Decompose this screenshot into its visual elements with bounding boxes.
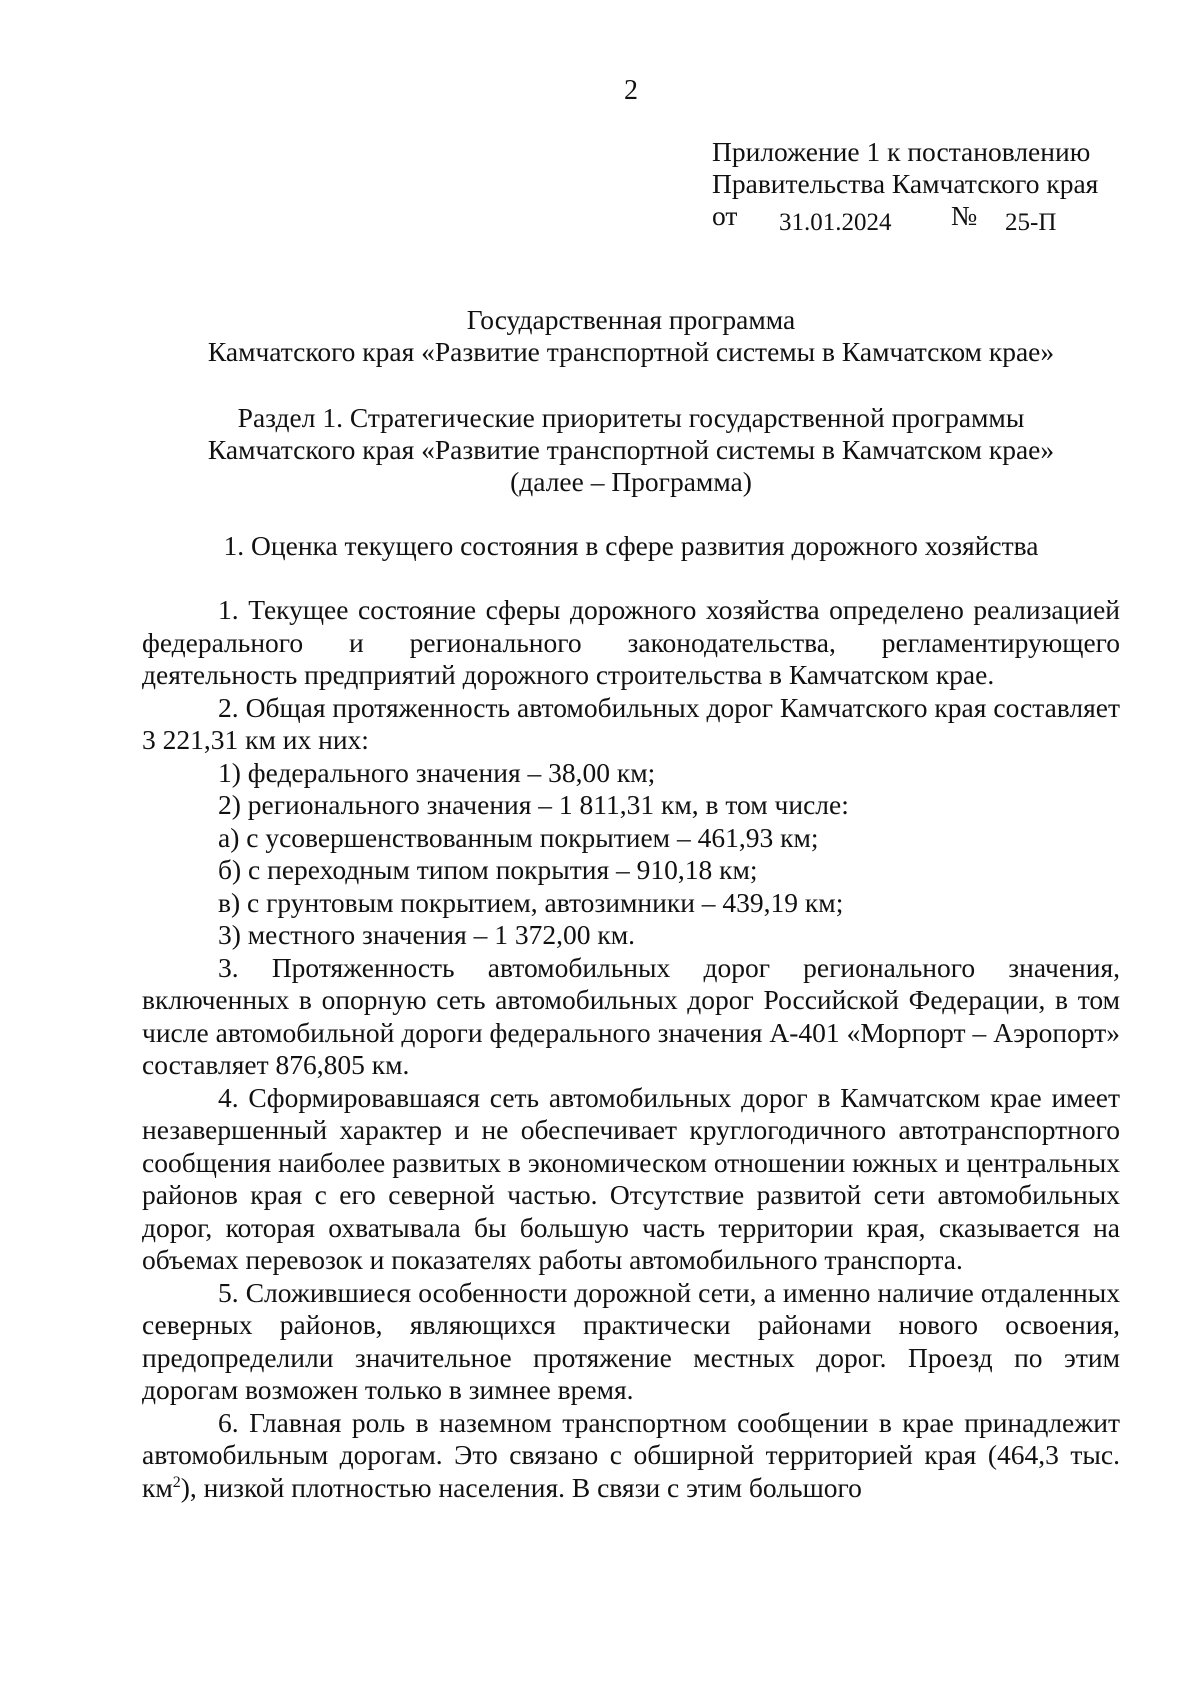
list-item-improved-surface: а) с усовершенствованным покрытием – 461,93 км; xyxy=(218,821,819,853)
appendix-number: 25-П xyxy=(1005,209,1057,236)
paragraph-6-text-a: 6. Главная роль в наземном транспортном сообщении в крае принадлежит автомобильным дорогам. Это связано с обширной территорией края (464,3 тыс. км xyxy=(142,1406,1120,1503)
appendix-line-1: Приложение 1 к постановлению xyxy=(712,136,1091,167)
list-item-regional: 2) регионального значения – 1 811,31 км, в том числе: xyxy=(218,789,849,820)
list-item-ground-surface: в) с грунтовым покрытием, автозимники – 439,19 км; xyxy=(218,886,844,918)
section-title-line-3: (далее – Программа) xyxy=(510,466,752,497)
subsection-title xyxy=(142,530,1120,562)
body-text xyxy=(142,594,1120,1504)
appendix-ot-label: от xyxy=(712,200,738,231)
paragraph-6-superscript: 2 xyxy=(172,1473,181,1491)
paragraph-6-text-b: ), низкой плотностью населения. В связи с этим большого xyxy=(180,1471,862,1503)
list-item-transitional-surface: б) с переходным типом покрытия – 910,18 км; xyxy=(218,854,758,885)
section-title xyxy=(142,402,1120,498)
program-title xyxy=(142,304,1120,368)
paragraph-4: 4. Сформировавшаяся сеть автомобильных дорог в Камчатском крае имеет незавершенный характер и не обеспечивает круглогодичного автотранспортного сообщения наиболее развитых в экономическом отношении южных и центральных районов края с его северной частью. Отсутствие развитой сети автомобильных дорог, которая охватывала бы большую часть территории края, сказывается на объемах перевозок и показателях работы автомобильного транспорта. xyxy=(142,1081,1120,1275)
paragraph-6 xyxy=(142,1407,1120,1505)
paragraph-2: 2. Общая протяженность автомобильных дорог Камчатского края составляет 3 221,31 км их них: xyxy=(142,691,1120,755)
section-title-line-1: Раздел 1. Стратегические приоритеты государственной программы xyxy=(237,402,1025,433)
appendix-number-sign: № xyxy=(951,200,978,231)
subsection-title-line: 1. Оценка текущего состояния в сфере развития дорожного хозяйства xyxy=(223,530,1039,561)
paragraph-1: 1. Текущее состояние сферы дорожного хозяйства определено реализацией федерального и регионального законодательства, регламентирующего деятельность предприятий дорожного строительства в Камчатском крае. xyxy=(142,594,1120,690)
appendix-date-row xyxy=(712,200,1098,234)
paragraph-5: 5. Сложившиеся особенности дорожной сети, а именно наличие отдаленных северных районов, являющихся практически районами нового освоения, предопределили значительное протяжение местных дорог. Проезд по этим дорогам возможен только в зимнее время. xyxy=(142,1276,1120,1405)
appendix-line-2: Правительства Камчатского края xyxy=(712,168,1099,199)
page-number: 2 xyxy=(624,75,638,106)
program-title-line-2: Камчатского края «Развитие транспортной системы в Камчатском крае» xyxy=(207,336,1055,367)
appendix-date: 31.01.2024 xyxy=(779,209,892,236)
paragraph-3: 3. Протяженность автомобильных дорог регионального значения, включенных в опорную сеть автомобильных дорог Российской Федерации, в том числе автомобильной дороги федерального значения А-401 «Морпорт – Аэропорт» составляет 876,805 км. xyxy=(142,951,1120,1080)
list-item-local: 3) местного значения – 1 372,00 км. xyxy=(218,919,636,950)
list-item-federal: 1) федерального значения – 38,00 км; xyxy=(218,756,656,788)
section-title-line-2: Камчатского края «Развитие транспортной системы в Камчатском крае» xyxy=(207,434,1055,465)
program-title-line-1: Государственная программа xyxy=(466,304,796,335)
appendix-header xyxy=(712,136,1098,234)
